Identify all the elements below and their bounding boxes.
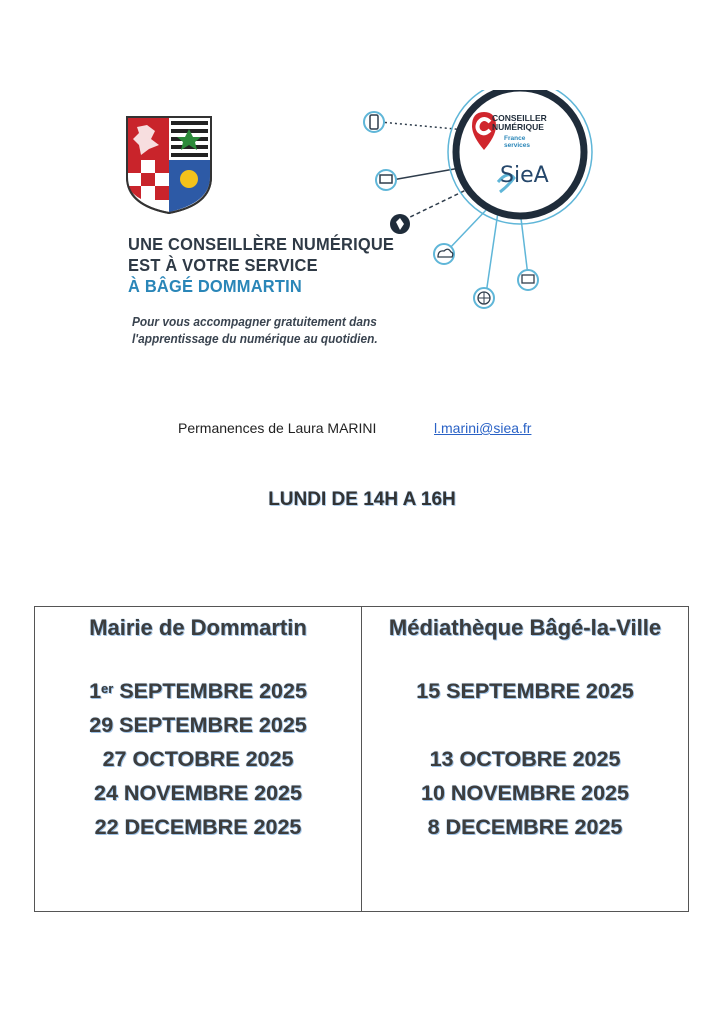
date-item: 24 NOVEMBRE 2025 <box>94 781 302 805</box>
hand-node-icon <box>390 214 410 234</box>
banner-tagline <box>132 314 417 348</box>
ordinal-suffix: er <box>101 681 114 696</box>
date-item: 29 SEPTEMBRE 2025 <box>89 713 307 737</box>
laptop-node-icon <box>518 270 538 290</box>
monitor-node-icon <box>376 170 396 190</box>
coat-of-arms-icon <box>125 115 213 215</box>
logo-sub-1: France <box>504 135 526 142</box>
column-mediatheque <box>361 607 688 911</box>
column-dommartin <box>35 607 361 911</box>
cloud-node-icon <box>434 244 454 264</box>
france-services-text <box>504 135 530 149</box>
date-list <box>35 674 361 844</box>
date-item <box>35 674 361 708</box>
date-item: 13 OCTOBRE 2025 <box>429 747 621 771</box>
logo-line-2: NUMÉRIQUE <box>492 122 544 132</box>
globe-node-icon <box>474 288 494 308</box>
email-link[interactable]: l.marini@siea.fr <box>434 420 532 436</box>
date-list <box>362 674 688 844</box>
tagline-line-2: l'apprentissage du numérique au quotidien. <box>132 332 378 346</box>
date-item: 8 DECEMBRE 2025 <box>427 815 623 839</box>
siea-logo-text: SieA <box>500 163 549 188</box>
date-item: 15 SEPTEMBRE 2025 <box>416 679 634 703</box>
date-item: 22 DECEMBRE 2025 <box>94 815 302 839</box>
column-heading: Médiathèque Bâgé-la-Ville <box>388 615 662 640</box>
tagline-line-1: Pour vous accompagner gratuitement dans <box>132 315 377 329</box>
headline-line-1: UNE CONSEILLÈRE NUMÉRIQUE <box>128 234 395 254</box>
schedule-table <box>34 606 689 912</box>
spacer <box>362 708 688 742</box>
conseiller-logo-text <box>492 114 572 132</box>
contact-text: Permanences de Laura MARINI <box>178 420 377 436</box>
date-item: 10 NOVEMBRE 2025 <box>421 781 629 805</box>
date-item: 27 OCTOBRE 2025 <box>102 747 294 771</box>
headline-line-2: EST À VOTRE SERVICE <box>128 255 318 275</box>
date-rest: SEPTEMBRE 2025 <box>113 679 307 703</box>
date-day: 1 <box>89 679 102 703</box>
logo-sub-2: services <box>504 142 531 149</box>
logo-line-1: CONSEILLER <box>492 113 547 123</box>
banner <box>118 90 596 358</box>
contact-line <box>178 420 532 436</box>
headline-line-3: À BÂGÉ DOMMARTIN <box>128 276 302 296</box>
schedule-title: LUNDI DE 14H A 16H <box>268 489 456 510</box>
phone-node-icon <box>364 112 384 132</box>
column-heading: Mairie de Dommartin <box>89 615 307 640</box>
